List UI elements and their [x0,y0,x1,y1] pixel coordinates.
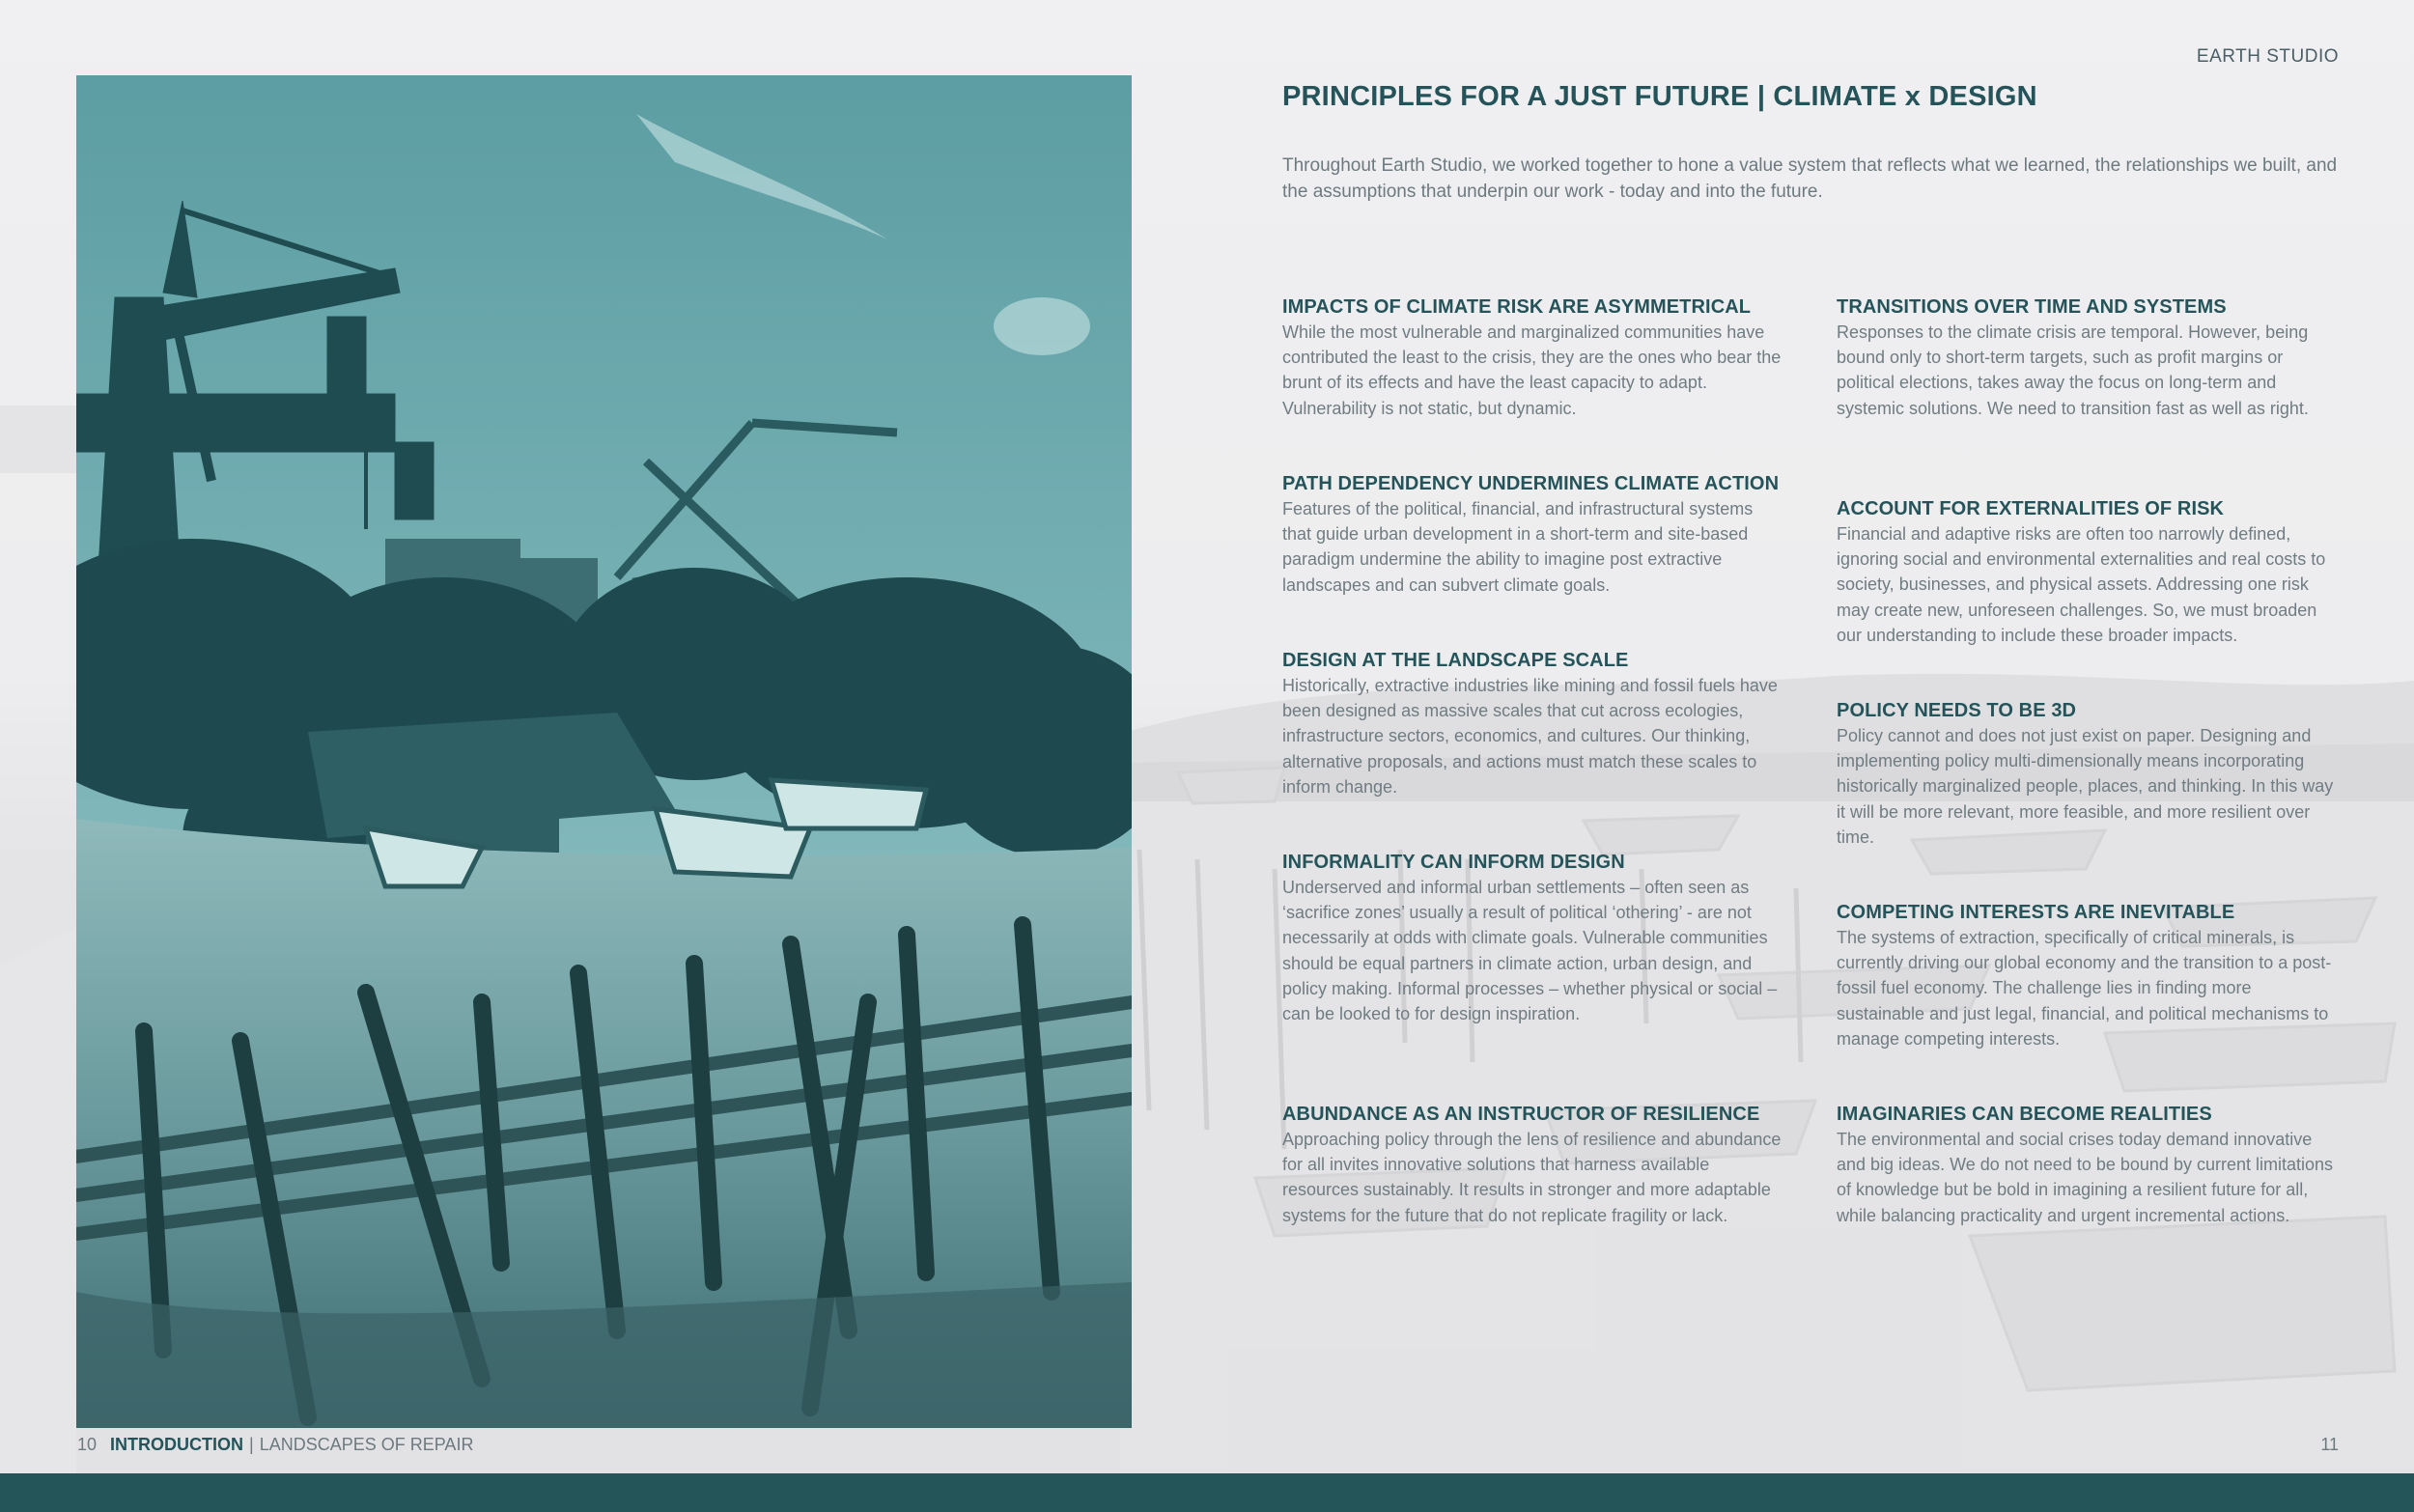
principle-item [1837,294,2339,421]
principle-body: The systems of extraction, specifically of critical minerals, is currently driving our global economy and the transition to a post-fossil fuel economy. The challenge lies in finding more sustainable and just legal, financial, and political mechanisms to manage competing interests. [1837,928,2332,1049]
page-number-right: 11 [2320,1435,2339,1454]
principle-item [1282,850,1784,1026]
principle-item [1282,1102,1784,1228]
principle-item [1837,1102,2339,1228]
page-title: PRINCIPLES FOR A JUST FUTURE | CLIMATE x DESIGN [1282,81,2037,112]
studio-tag: EARTH STUDIO [2196,46,2339,67]
chapter-label: LANDSCAPES OF REPAIR [259,1435,474,1454]
principle-body: The environmental and social crises today demand innovative and big ideas. We do not need to be bound by current limitations of knowledge but be bold in imagining a resilient future for all, while balancing practicality and urgent incremental actions. [1837,1130,2334,1225]
intro-paragraph: Throughout Earth Studio, we worked together to hone a value system that reflects what we learned, the relationships we built, and the assumptions that underpin our work - today and into the future. [1282,155,2338,202]
principle-item [1837,698,2339,850]
footer-left [77,1435,473,1455]
principle-item [1282,294,1784,421]
principle-body: Features of the political, financial, and infrastructural systems that guide urban development in a short-term and site-based paradigm undermine the ability to imagine post extractive landscapes and can subvert climate goals. [1282,499,1754,595]
principle-heading: INFORMALITY CAN INFORM DESIGN [1282,852,1625,873]
principle-heading: ACCOUNT FOR EXTERNALITIES OF RISK [1837,498,2225,519]
principle-heading: COMPETING INTERESTS ARE INEVITABLE [1837,902,2235,923]
harbor-photo [76,75,1132,1428]
principle-heading: ABUNDANCE AS AN INSTRUCTOR OF RESILIENCE [1282,1104,1760,1125]
principle-heading: DESIGN AT THE LANDSCAPE SCALE [1282,650,1629,671]
principle-body: Policy cannot and does not just exist on paper. Designing and implementing policy multi-dimensionally means incorporating historically marginalized people, places, and thinking. In this way it will be more relevant, more feasible, and more resilient over time. [1837,726,2334,847]
section-label: INTRODUCTION [110,1435,244,1454]
principle-body: Approaching policy through the lens of resilience and abundance for all invites innovative solutions that harness available resources sustainably. It results in stronger and more adaptable systems for the future that do not replicate fragility or lack. [1282,1130,1782,1225]
principle-body: Historically, extractive industries like mining and fossil fuels have been designed as massive scales that cut across ecologies, infrastructure sectors, economics, and cultures. Our thinking, alternative proposals, and actions must match these scales to inform change. [1282,676,1778,797]
footer-separator: | [249,1435,254,1454]
principle-body: Underserved and informal urban settlements – often seen as ‘sacrifice zones’ usually a result of political ‘othering’ - are not necessarily at odds with climate goals. Vulnerable communities should be equal partners in climate action, urban design, and policy making. Informal processes – whether physical or social – can be looked to for design inspiration. [1282,878,1778,1024]
principle-item [1837,900,2339,1051]
principle-heading: IMPACTS OF CLIMATE RISK ARE ASYMMETRICAL [1282,296,1752,318]
principle-body: Financial and adaptive risks are often too narrowly defined, ignoring social and environmental externalities and real costs to society, businesses, and physical assets. Addressing one risk may create new, unforeseen challenges. So, we must broaden our understanding to include these broader impacts. [1837,524,2326,645]
principle-item [1282,648,1784,799]
principle-body: While the most vulnerable and marginalized communities have contributed the least to the crisis, they are the ones who bear the brunt of its effects and have the least capacity to adapt. Vulnerability is not static, but dynamic. [1282,322,1782,418]
principle-heading: PATH DEPENDENCY UNDERMINES CLIMATE ACTION [1282,473,1780,494]
principle-item [1282,471,1784,598]
principle-item [1837,496,2339,648]
bottom-color-band [0,1473,2414,1512]
principle-heading: TRANSITIONS OVER TIME AND SYSTEMS [1837,296,2227,318]
principle-heading: IMAGINARIES CAN BECOME REALITIES [1837,1104,2212,1125]
page-number-left: 10 [77,1435,98,1454]
principle-body: Responses to the climate crisis are temporal. However, being bound only to short-term targets, such as profit margins or political elections, takes away the focus on long-term and systemic solutions. We need to transition fast as well as right. [1837,322,2309,418]
principle-heading: POLICY NEEDS TO BE 3D [1837,700,2077,721]
